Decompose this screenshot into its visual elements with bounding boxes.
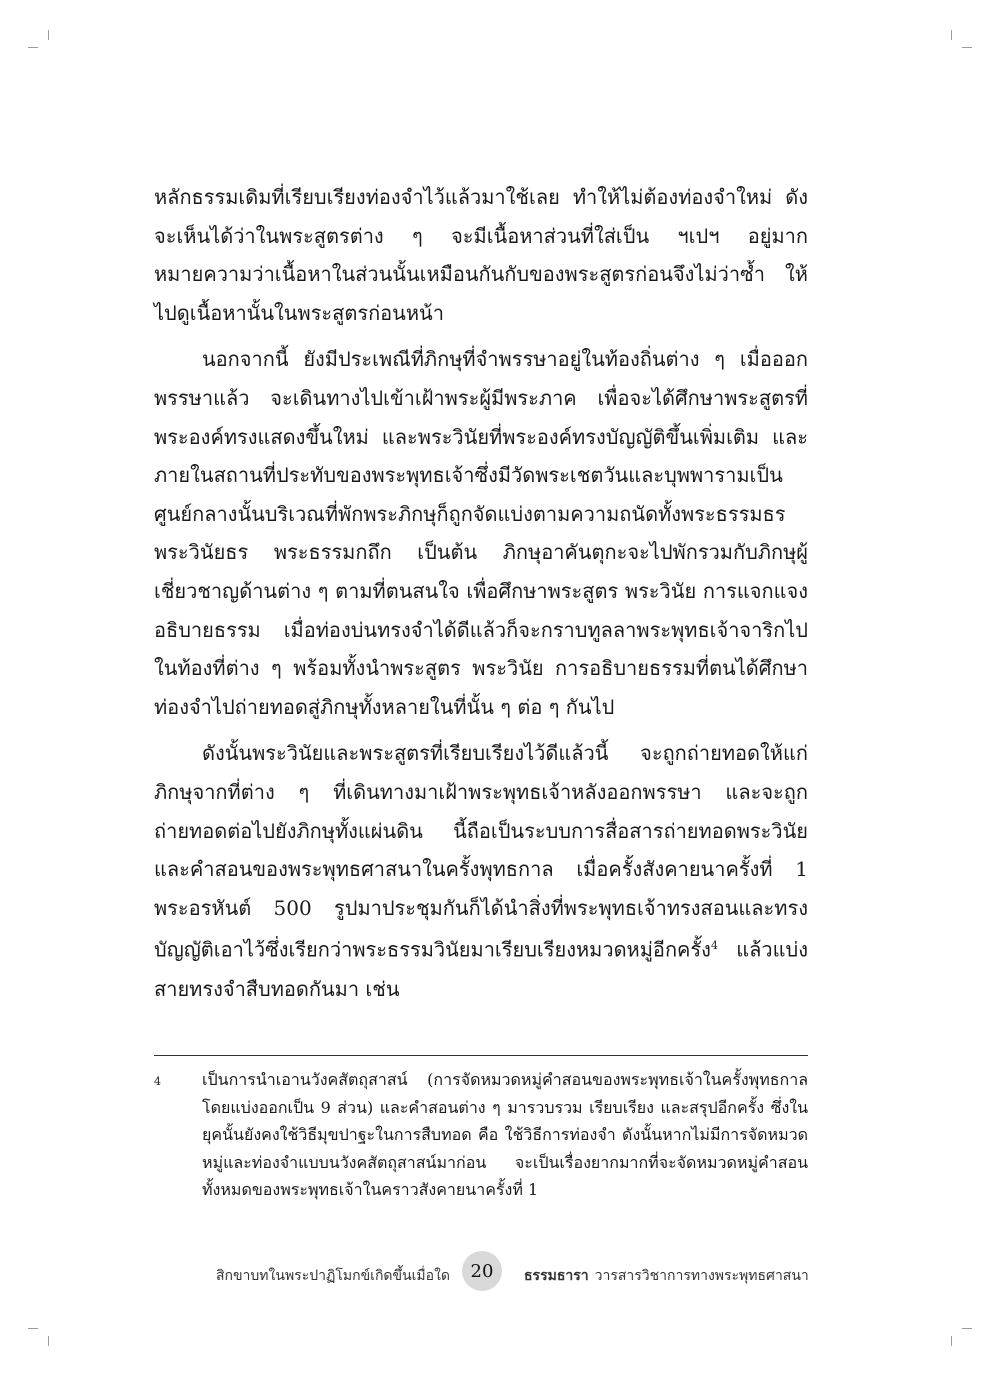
crop-mark bbox=[962, 1328, 972, 1329]
page-number-badge bbox=[462, 1251, 502, 1291]
crop-mark bbox=[951, 1336, 952, 1346]
crop-mark bbox=[48, 1336, 49, 1346]
crop-mark bbox=[28, 1328, 38, 1329]
paragraph-2: นอกจากนี้ ยังมีประเพณีที่ภิกษุที่จำพรรษาอยู่ในท้องถิ่นต่าง ๆ เมื่อออกพรรษาแล้ว จะเดินทางไปเข้าเฝ้าพระผู้มีพระภาค เพื่อจะได้ศึกษาพระสูตรที่พระองค์ทรงแสดงขึ้นใหม่ และพระวินัยที่พระองค์ทรงบัญญัติขึ้นเพิ่มเติม และภายในสถานที่ประทับของพระพุทธเจ้าซึ่งมีวัดพระเชตวันและบุพพารามเป็นศูนย์กลางนั้นบริเวณที่พักพระภิกษุก็ถูกจัดแบ่งตามความถนัดทั้งพระธรรมธร พระวินัยธร พระธรรมกถึก เป็นต้น ภิกษุอาคันตุกะจะไปพักรวมกับภิกษุผู้เชี่ยวชาญด้านต่าง ๆ ตามที่ตนสนใจ เพื่อศึกษาพระสูตร พระวินัย การแจกแจงอธิบายธรรม เมื่อท่องบ่นทรงจำได้ดีแล้วก็จะกราบทูลลาพระพุทธเจ้าจาริกไปในท้องที่ต่าง ๆ พร้อมทั้งนำพระสูตร พระวินัย การอธิบายธรรมที่ตนได้ศึกษาท่องจำไปถ่ายทอดสู่ภิกษุทั้งหลายในที่นั้น ๆ ต่อ ๆ กันไป bbox=[154, 347, 808, 719]
page-number: 20 bbox=[470, 1261, 494, 1282]
paragraph-3 bbox=[154, 734, 808, 1008]
journal-brand: ธรรมธารา bbox=[524, 1268, 589, 1284]
page-footer bbox=[0, 1251, 1000, 1293]
footnote-number: 4 bbox=[154, 1075, 161, 1088]
crop-mark bbox=[48, 30, 49, 40]
crop-mark bbox=[951, 30, 952, 40]
footnote-divider bbox=[154, 1055, 808, 1056]
paragraph-1: หลักธรรมเดิมที่เรียบเรียงท่องจำไว้แล้วมาใช้เลย ทำให้ไม่ต้องท่องจำใหม่ ดังจะเห็นได้ว่าในพระสูตรต่าง ๆ จะมีเนื้อหาส่วนที่ใส่เป็น ฯเปฯ อยู่มาก หมายความว่าเนื้อหาในส่วนนั้นเหมือนกันกับของพระสูตรก่อนจึงไม่ว่าซ้ำ ให้ไปดูเนื้อหานั้นในพระสูตรก่อนหน้า bbox=[154, 185, 808, 325]
crop-mark bbox=[962, 47, 972, 48]
body-text bbox=[154, 178, 808, 1016]
footnote-text: เป็นการนำเอานวังคสัตถุสาสน์ (การจัดหมวดหมู่คำสอนของพระพุทธเจ้าในครั้งพุทธกาลโดยแบ่งออกเป็น 9 ส่วน) และคำสอนต่าง ๆ มารวบรวม เรียบเรียง และสรุปอีกครั้ง ซึ่งในยุคนั้นยังคงใช้วิธีมุขปาฐะในการสืบทอด คือ ใช้วิธีการท่องจำ ดังนั้นหากไม่มีการจัดหมวดหมู่และท่องจำแบบนวังคสัตถุสาสน์มาก่อน จะเป็นเรื่องยากมากที่จะจัดหมวดหมู่คำสอนทั้งหมดของพระพุทธเจ้าในคราวสังคายนาครั้งที่ 1 bbox=[202, 1070, 808, 1200]
footer-journal bbox=[524, 1265, 809, 1287]
footer-article-title: สิกขาบทในพระปาฏิโมกข์เกิดขึ้นเมื่อใด bbox=[215, 1268, 450, 1284]
paragraph-3-text: ดังนั้นพระวินัยและพระสูตรที่เรียบเรียงไว้ดีแล้วนี้ จะถูกถ่ายทอดให้แก่ภิกษุจากที่ต่าง ๆ ที่เดินทางมาเฝ้าพระพุทธเจ้าหลังออกพรรษา และจะถูกถ่ายทอดต่อไปยังภิกษุทั้งแผ่นดิน นี้ถือเป็นระบบการสื่อสารถ่ายทอดพระวินัยและคำสอนของพระพุทธศาสนาในครั้งพุทธกาล เมื่อครั้งสังคายนาครั้งที่ 1 พระอรหันต์ 500 รูปมาประชุมกันก็ได้นำสิ่งที่พระพุทธเจ้าทรงสอนและทรงบัญญัติเอาไว้ซึ่งเรียกว่าพระธรรมวินัยมาเรียบเรียงหมวดหมู่อีกครั้ง bbox=[154, 741, 808, 962]
paragraph-3-tail: แล้วแบ่งสายทรงจำสืบทอดกันมา เช่น bbox=[154, 937, 808, 1001]
crop-mark bbox=[28, 47, 38, 48]
journal-subtitle: วารสารวิชาการทางพระพุทธศาสนา bbox=[594, 1268, 809, 1284]
footnote bbox=[154, 1066, 808, 1204]
footnote-reference[interactable]: 4 bbox=[710, 939, 718, 953]
